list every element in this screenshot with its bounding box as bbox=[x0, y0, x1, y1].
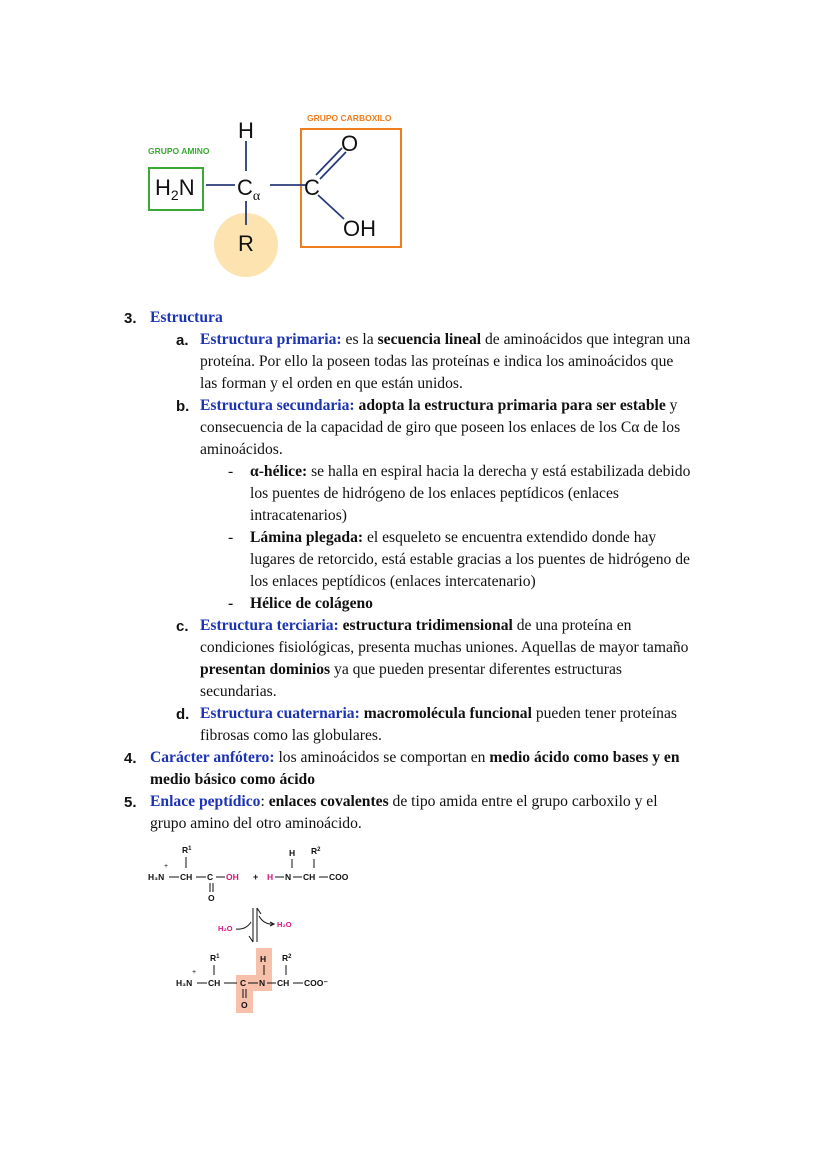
item-c-text-1: de una proteína en bbox=[512, 617, 632, 634]
atom-o: O bbox=[341, 131, 359, 156]
item-a-bold-1: secuencia lineal bbox=[377, 331, 482, 348]
section-4-line-1 bbox=[150, 747, 680, 769]
bond-c-oh bbox=[318, 195, 344, 219]
helix-line-3: intracatenarios) bbox=[250, 507, 347, 524]
item-c-bold-1: estructura tridimensional bbox=[338, 617, 513, 634]
reactant-o: O bbox=[208, 893, 215, 903]
amino-acid-diagram bbox=[140, 105, 420, 290]
product-r2: $R^2$ bbox=[282, 953, 292, 963]
helix-title: α-hélice: bbox=[250, 463, 308, 480]
reactant-coo: COO bbox=[329, 872, 349, 882]
section-5-text-1: : bbox=[260, 793, 269, 810]
collagen-title: Hélice de colágeno bbox=[250, 595, 373, 612]
item-a-line-3: las forman y el orden en que están unidos. bbox=[200, 375, 463, 392]
product-n: N bbox=[259, 978, 266, 988]
atom-r: R bbox=[238, 231, 254, 256]
product-r1: $R^1$ bbox=[210, 953, 220, 963]
reactant-c: C bbox=[207, 872, 214, 882]
collagen-dash: - bbox=[228, 595, 234, 612]
water-right: H₂O bbox=[277, 920, 292, 929]
product-ch: CH bbox=[208, 978, 221, 988]
item-a-text-1: es la bbox=[341, 331, 378, 348]
product-h3n: H₃N bbox=[176, 978, 193, 988]
item-c-title: Estructura terciaria: bbox=[200, 617, 339, 634]
item-d-title: Estructura cuaternaria: bbox=[200, 705, 360, 722]
atom-h2n: $H_2N$ bbox=[155, 175, 195, 203]
item-b-title: Estructura secundaria: bbox=[200, 397, 355, 414]
item-a-line-2: proteína. Por ello la poseen todas las proteínas e indica los aminoácidos que bbox=[200, 353, 674, 370]
helix-line-2: los puentes de hidrógeno de los enlaces peptídicos (enlaces bbox=[250, 485, 619, 502]
item-b-line-3: aminoácidos. bbox=[200, 441, 283, 458]
sheet-title: Lámina plegada: bbox=[250, 529, 364, 546]
item-d-bold-1: macromolécula funcional bbox=[359, 705, 532, 722]
water-left: H₂O bbox=[218, 924, 233, 933]
reactant-h-pink: H bbox=[267, 872, 274, 882]
sheet-line-2: lugares de retorcido, está estable gracias a los puentes de hidrógeno de bbox=[250, 551, 690, 568]
item-d-text-1: pueden tener proteínas bbox=[531, 705, 677, 722]
helix-dash: - bbox=[228, 463, 234, 480]
section-5-text-2: de tipo amida entre el grupo carboxilo y el bbox=[388, 793, 658, 810]
product-ch-2: CH bbox=[277, 978, 290, 988]
grupo-carboxilo-label: GRUPO CARBOXILO bbox=[307, 113, 392, 123]
atom-c-alpha: $C_\alpha$ bbox=[237, 175, 261, 204]
atom-h: H bbox=[238, 118, 254, 143]
sheet-text-1: el esqueleto se encuentra extendido donde hay bbox=[363, 529, 657, 546]
item-b-text-1: y bbox=[665, 397, 678, 414]
section-3-number: 3. bbox=[124, 310, 137, 327]
reactant-h3n: H₃N bbox=[148, 872, 165, 882]
sheet-line-3: los enlaces peptídicos (enlaces intercatenario) bbox=[250, 573, 536, 590]
atom-oh: OH bbox=[343, 216, 376, 241]
item-b-line-1 bbox=[200, 395, 677, 417]
section-5-title: Enlace peptídico bbox=[150, 793, 261, 810]
section-5-number: 5. bbox=[124, 794, 137, 811]
product-coo-minus: COO⁻ bbox=[304, 978, 328, 988]
reactant-r2: $R^2$ bbox=[311, 846, 321, 856]
product-o: O bbox=[241, 1000, 248, 1010]
section-5-line-1 bbox=[150, 791, 658, 813]
product-h: H bbox=[260, 954, 267, 964]
product-plus-charge: + bbox=[192, 969, 197, 976]
section-4-bold-1: medio ácido como bases y en bbox=[489, 749, 680, 766]
item-c-line-1 bbox=[200, 615, 631, 637]
item-a-text-2: de aminoácidos que integran una bbox=[481, 331, 691, 348]
helix-line-1 bbox=[250, 461, 690, 483]
reactant-ch-2: CH bbox=[303, 872, 316, 882]
reactant-h-top: H bbox=[289, 848, 296, 858]
reactant-r1: $R^1$ bbox=[182, 845, 192, 855]
item-a-title: Estructura primaria: bbox=[200, 331, 342, 348]
atom-c: C bbox=[304, 175, 320, 200]
item-a-letter: a. bbox=[176, 332, 189, 349]
section-4-text-1: los aminoácidos se comportan en bbox=[274, 749, 490, 766]
section-4-title: Carácter anfótero: bbox=[150, 749, 275, 766]
section-4-number: 4. bbox=[124, 750, 137, 767]
item-c-bold-2: presentan dominios bbox=[200, 661, 331, 678]
item-c-line-2: condiciones fisiológicas, presenta muchas uniones. Aquellas de mayor tamaño bbox=[200, 639, 689, 656]
peptide-bond-diagram bbox=[140, 838, 380, 1018]
item-d-letter: d. bbox=[176, 706, 190, 723]
section-3-title: Estructura bbox=[150, 309, 223, 326]
item-c-line-3 bbox=[200, 659, 622, 681]
item-d-line-2: fibrosas como las globulares. bbox=[200, 727, 382, 744]
reactant-plus: + bbox=[253, 872, 259, 882]
item-c-text-3: ya que pueden presentar diferentes estructuras bbox=[330, 661, 622, 678]
helix-text-1: se halla en espiral hacia la derecha y está estabilizada debido bbox=[307, 463, 691, 480]
item-d-line-1 bbox=[200, 703, 677, 725]
reactant-ch: CH bbox=[180, 872, 193, 882]
grupo-amino-label: GRUPO AMINO bbox=[148, 146, 210, 156]
reactant-plus-charge: + bbox=[164, 863, 169, 870]
item-b-line-2: consecuencia de la capacidad de giro que poseen los enlaces de los Cα de los bbox=[200, 419, 681, 436]
item-b-bold-1: adopta la estructura primaria para ser estable bbox=[354, 397, 666, 414]
product-c: C bbox=[240, 978, 247, 988]
section-4-line-2: medio básico como ácido bbox=[150, 771, 316, 788]
section-5-line-2: grupo amino del otro aminoácido. bbox=[150, 815, 362, 832]
section-5-bold-1: enlaces covalentes bbox=[268, 793, 389, 810]
item-b-letter: b. bbox=[176, 398, 190, 415]
sheet-dash: - bbox=[228, 529, 234, 546]
sheet-line-1 bbox=[250, 527, 656, 549]
item-c-line-4: secundarias. bbox=[200, 683, 277, 700]
reactant-oh: OH bbox=[226, 872, 239, 882]
reactant-n: N bbox=[285, 872, 292, 882]
item-a-line-1 bbox=[200, 329, 690, 351]
item-c-letter: c. bbox=[176, 618, 189, 635]
